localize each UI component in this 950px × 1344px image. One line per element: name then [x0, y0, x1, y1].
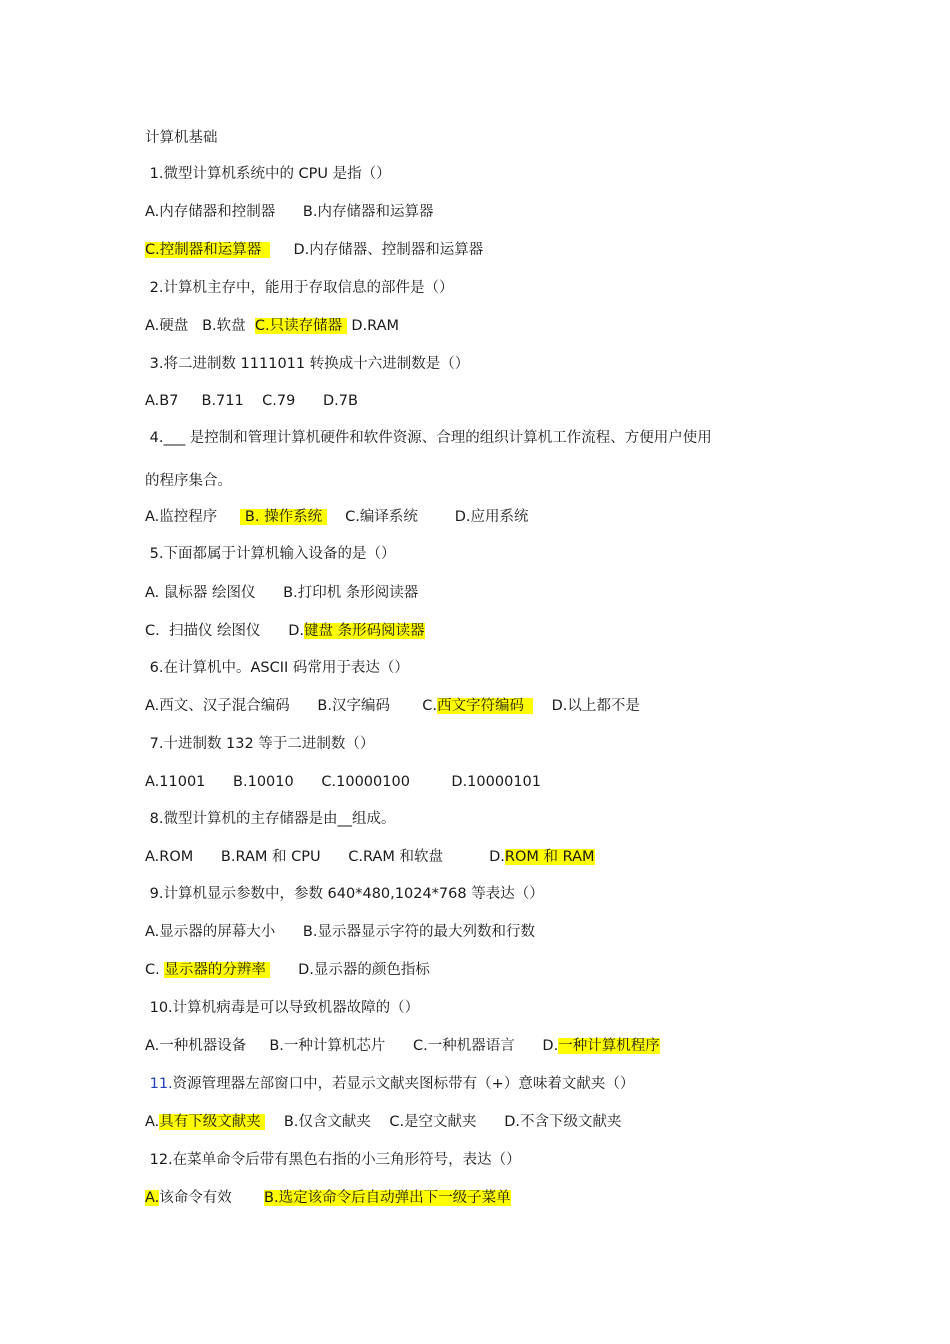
text-segment: 1.微型计算机系统中的 CPU 是指（） — [145, 166, 391, 182]
line-q9-opts2 — [145, 960, 430, 980]
text-segment: A. 鼠标器 绘图仪 B.打印机 条形阅读器 — [145, 585, 419, 601]
highlighted-answer: B.选定该命令后自动弹出下一级子菜单 — [264, 1190, 511, 1206]
text-segment: 11. — [145, 1076, 173, 1092]
text-segment: 3.将二进制数 1111011 转换成十六进制数是（） — [145, 356, 470, 372]
text-segment: A.显示器的屏幕大小 B.显示器显示字符的最大列数和行数 — [145, 924, 535, 940]
text-segment: C. 扫描仪 绘图仪 D. — [145, 623, 304, 639]
text-segment: D.内存储器、控制器和运算器 — [270, 242, 484, 258]
line-q9-opts1 — [145, 922, 535, 942]
line-q5-opts2 — [145, 621, 425, 641]
text-segment: D.以上都不是 — [533, 698, 640, 714]
text-segment: A.一种机器设备 B.一种计算机芯片 C.一种机器语言 D. — [145, 1038, 559, 1054]
line-q10 — [145, 998, 419, 1018]
line-q2-opts — [145, 316, 399, 336]
line-q8-opts — [145, 847, 595, 867]
text-segment: 资源管理器左部窗口中，若显示文献夹图标带有（+）意味着文献夹（） — [172, 1076, 635, 1092]
line-q6-opts — [145, 696, 640, 716]
line-q8 — [145, 809, 395, 829]
text-segment: A.硬盘 B.软盘 — [145, 318, 255, 334]
highlighted-answer: 键盘 条形码阅读器 — [304, 623, 425, 639]
line-q7-opts — [145, 772, 541, 792]
text-segment: D.RAM — [346, 318, 400, 334]
text-segment: 计算机基础 — [145, 130, 218, 146]
text-segment: 9.计算机显示参数中，参数 640*480,1024*768 等表达（） — [145, 886, 544, 902]
text-segment: C.编译系统 D.应用系统 — [326, 509, 529, 525]
highlighted-answer: 具有下级文献夹 — [159, 1114, 266, 1130]
line-q3-opts — [145, 391, 358, 411]
text-segment: A.西文、汉子混合编码 B.汉字编码 C. — [145, 698, 437, 714]
text-segment: A.B7 B.711 C.79 D.7B — [145, 393, 358, 409]
text-segment: 8.微型计算机的主存储器是由__组成。 — [145, 811, 396, 827]
highlighted-answer: 一种计算机程序 — [558, 1038, 660, 1054]
line-q4a — [145, 428, 712, 448]
text-segment: A.内存储器和控制器 B.内存储器和运算器 — [145, 204, 434, 220]
line-q5-opts1 — [145, 583, 418, 603]
text-segment: C. — [145, 962, 165, 978]
line-q12-opts — [145, 1188, 511, 1208]
highlighted-answer: C.只读存储器 — [254, 318, 347, 334]
line-q4-opts — [145, 507, 529, 527]
text-segment: D.显示器的颜色指标 — [270, 962, 430, 978]
highlighted-answer: A. — [145, 1190, 160, 1206]
text-segment: B.仅含文献夹 C.是空文献夹 D.不含下级文献夹 — [265, 1114, 622, 1130]
line-q1-opts2 — [145, 240, 483, 260]
highlighted-answer: 西文字符编码 — [436, 698, 534, 714]
text-segment: A.监控程序 — [145, 509, 241, 525]
line-q5 — [145, 544, 395, 564]
line-q12 — [145, 1150, 521, 1170]
line-q3 — [145, 354, 469, 374]
text-segment: 的程序集合。 — [145, 473, 232, 489]
line-title — [145, 128, 218, 148]
text-segment: A.11001 B.10010 C.10000100 D.10000101 — [145, 774, 541, 790]
text-segment: 6.在计算机中。ASCII 码常用于表达（） — [145, 660, 409, 676]
text-segment: 该命令有效 — [159, 1190, 265, 1206]
highlighted-answer: 显示器的分辨率 — [164, 962, 271, 978]
line-q2 — [145, 278, 453, 298]
line-q11-opts — [145, 1112, 621, 1132]
highlighted-answer: C.控制器和运算器 — [145, 242, 271, 258]
line-q6 — [145, 658, 409, 678]
line-q1-opts1 — [145, 202, 433, 222]
text-segment: 4.___ 是控制和管理计算机硬件和软件资源、合理的组织计算机工作流程、方便用户使用 — [145, 430, 712, 446]
highlighted-answer: B. 操作系统 — [240, 509, 327, 525]
highlighted-answer: ROM 和 RAM — [504, 849, 595, 865]
text-segment: 10.计算机病毒是可以导致机器故障的（） — [145, 1000, 420, 1016]
line-q11 — [145, 1074, 634, 1094]
text-segment: 7.十进制数 132 等于二进制数（） — [145, 736, 375, 752]
text-segment: 12.在菜单命令后带有黑色右指的小三角形符号，表达（） — [145, 1152, 521, 1168]
text-segment: A.ROM B.RAM 和 CPU C.RAM 和软盘 D. — [145, 849, 505, 865]
text-segment: 5.下面都属于计算机输入设备的是（） — [145, 546, 396, 562]
text-segment: 2.计算机主存中，能用于存取信息的部件是（） — [145, 280, 454, 296]
line-q4b — [145, 471, 232, 491]
text-segment: A. — [145, 1114, 160, 1130]
line-q9 — [145, 884, 544, 904]
line-q1 — [145, 164, 391, 184]
line-q10-opts — [145, 1036, 660, 1056]
line-q7 — [145, 734, 374, 754]
